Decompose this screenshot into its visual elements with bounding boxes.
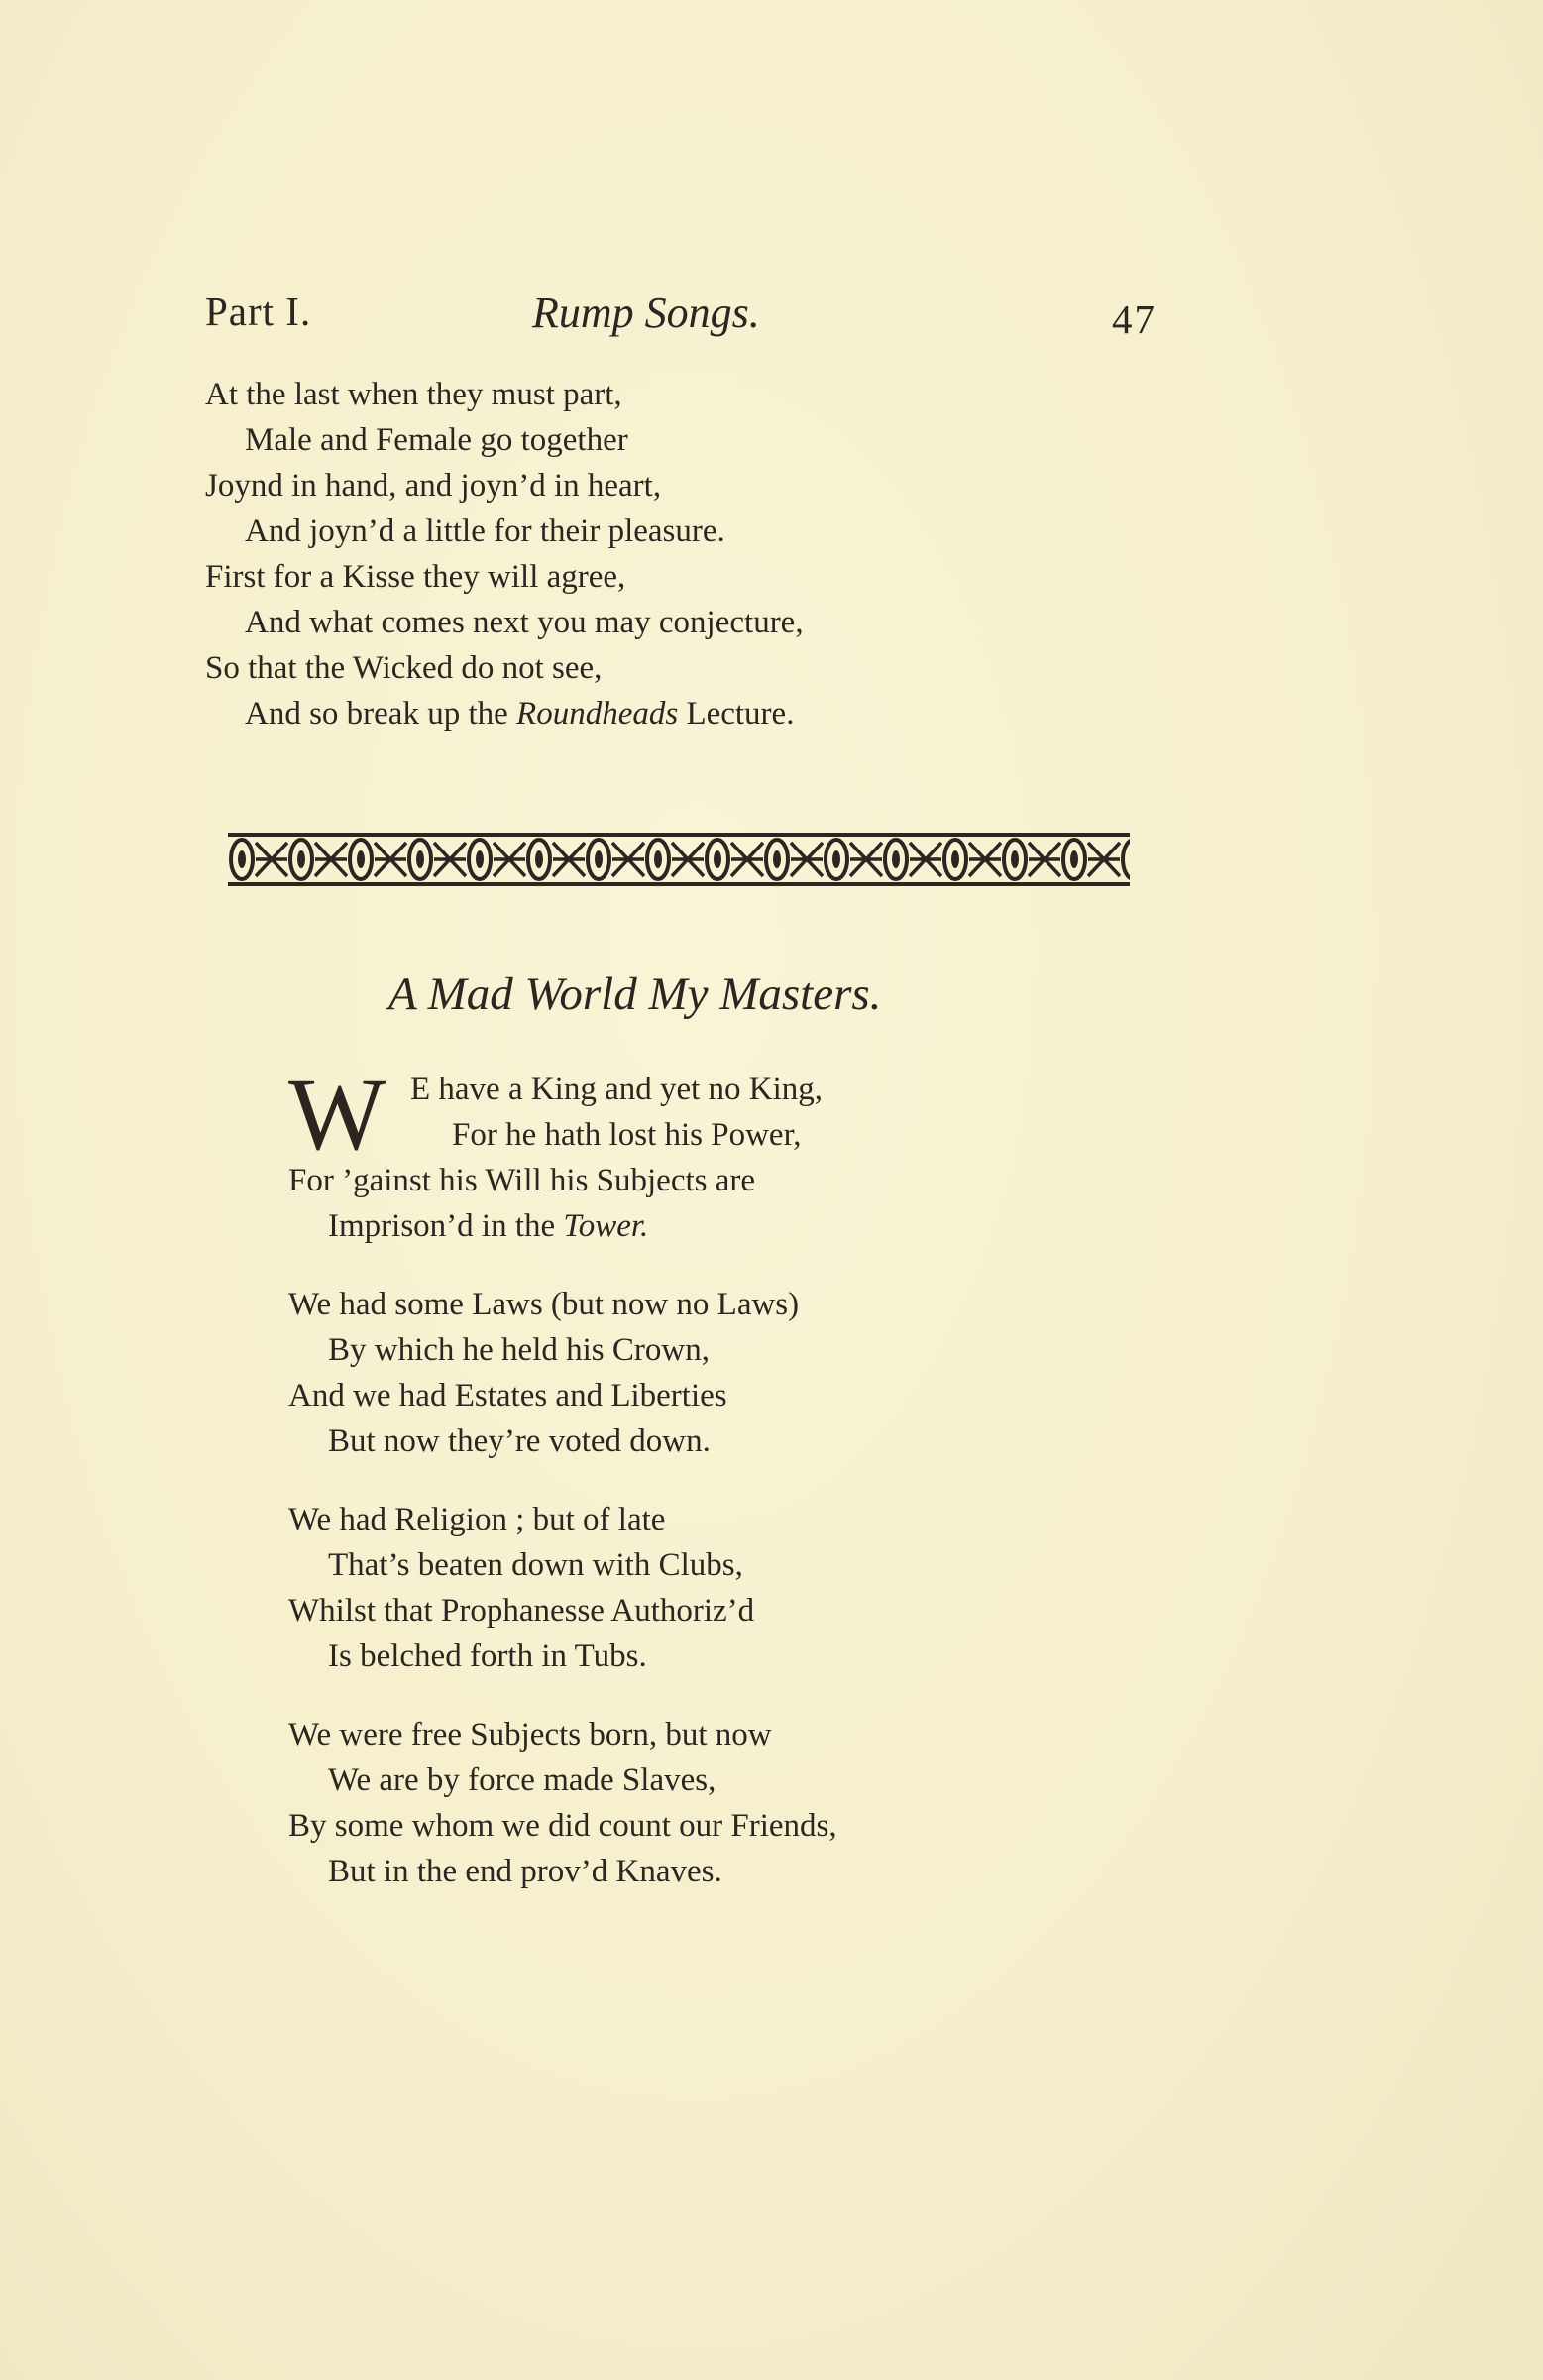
- ornament-dot: [773, 850, 781, 868]
- ornament-cross: [1088, 843, 1120, 876]
- verse-line: So that the Wicked do not see,: [205, 650, 603, 686]
- ornament-cross: [672, 843, 704, 876]
- ornament-dot: [1011, 850, 1019, 868]
- verse-line: E have a King and yet no King,: [410, 1072, 824, 1107]
- poem-title: A Mad World My Masters.: [388, 968, 882, 1020]
- ornament-cross: [315, 843, 347, 876]
- ornament-dot: [595, 850, 603, 868]
- previous-poem-ending: [205, 372, 804, 737]
- ornament-cross: [375, 843, 406, 876]
- verse-line: But in the end prov’d Knaves.: [328, 1854, 722, 1889]
- ornamental-border: [228, 831, 1130, 888]
- ornament-cross: [850, 843, 882, 876]
- verse-line: By some whom we did count our Friends,: [288, 1808, 837, 1844]
- verse-line: Whilst that Prophanesse Authoriz’d: [288, 1593, 755, 1629]
- ornament-dot: [416, 850, 424, 868]
- ornament-cross: [612, 843, 644, 876]
- verse-line: We had some Laws (but now no Laws): [288, 1287, 800, 1322]
- header-title: Rump Songs.: [532, 288, 760, 337]
- ornament-cross: [553, 843, 585, 876]
- verse-line: Is belched forth in Tubs.: [328, 1639, 647, 1674]
- ornament-dot: [297, 850, 305, 868]
- running-header: [205, 287, 1157, 347]
- verse-text: And so break up the: [245, 696, 517, 732]
- verse-italic: Tower.: [563, 1208, 649, 1244]
- stanza: [288, 1712, 1141, 1894]
- verse-line: And what comes next you may conjecture,: [245, 605, 804, 640]
- poem-body: [288, 1058, 1141, 1927]
- ornament-dot: [832, 850, 840, 868]
- verse-line: Joynd in hand, and joyn’d in heart,: [205, 468, 662, 504]
- ornament-cross: [791, 843, 823, 876]
- verse-line: But now they’re voted down.: [328, 1423, 711, 1459]
- verse-text: Imprison’d in the: [328, 1208, 564, 1244]
- header-part: Part I.: [205, 288, 312, 334]
- ornament-oval: [1123, 840, 1130, 879]
- verse-line: We had Religion ; but of late: [288, 1502, 666, 1537]
- verse-line: We are by force made Slaves,: [328, 1762, 716, 1798]
- verse-line: [205, 691, 804, 737]
- ornament-dot: [654, 850, 662, 868]
- ornament-dot: [535, 850, 543, 868]
- ornament-cross: [969, 843, 1001, 876]
- ornament-cross: [256, 843, 287, 876]
- ornament-dot: [1070, 850, 1078, 868]
- ornament-dot: [476, 850, 484, 868]
- verse-line: We were free Subjects born, but now: [288, 1717, 772, 1753]
- ornament-dot: [238, 850, 246, 868]
- ornament-dot: [714, 850, 721, 868]
- stanza: [288, 1497, 1141, 1679]
- verse-line: And joyn’d a little for their pleasure.: [245, 513, 725, 549]
- ornament-dot: [357, 850, 365, 868]
- stanza: [288, 1058, 1141, 1249]
- verse-line: That’s beaten down with Clubs,: [328, 1547, 743, 1583]
- verse-line: For ’gainst his Will his Subjects are: [288, 1163, 756, 1198]
- ornament-dot: [951, 850, 959, 868]
- verse-line: At the last when they must part,: [205, 377, 622, 412]
- stanza: [288, 1282, 1141, 1464]
- verse-line: And we had Estates and Liberties: [288, 1378, 727, 1414]
- verse-line: By which he held his Crown,: [328, 1332, 710, 1368]
- ornament-cross: [494, 843, 525, 876]
- verse-line: First for a Kisse they will agree,: [205, 559, 626, 595]
- verse-text: Lecture.: [678, 696, 795, 732]
- page-number: 47: [1112, 296, 1157, 342]
- verse-line: [288, 1203, 1141, 1249]
- ornament-cross: [434, 843, 466, 876]
- verse-line: Male and Female go together: [245, 422, 628, 458]
- ornament-dot: [892, 850, 900, 868]
- verse-line: For he hath lost his Power,: [452, 1117, 802, 1153]
- drop-cap: W: [288, 1058, 386, 1172]
- ornament-cross: [910, 843, 941, 876]
- verse-italic: Roundheads: [516, 696, 679, 732]
- ornament-cross: [731, 843, 763, 876]
- ornament-cross: [1029, 843, 1060, 876]
